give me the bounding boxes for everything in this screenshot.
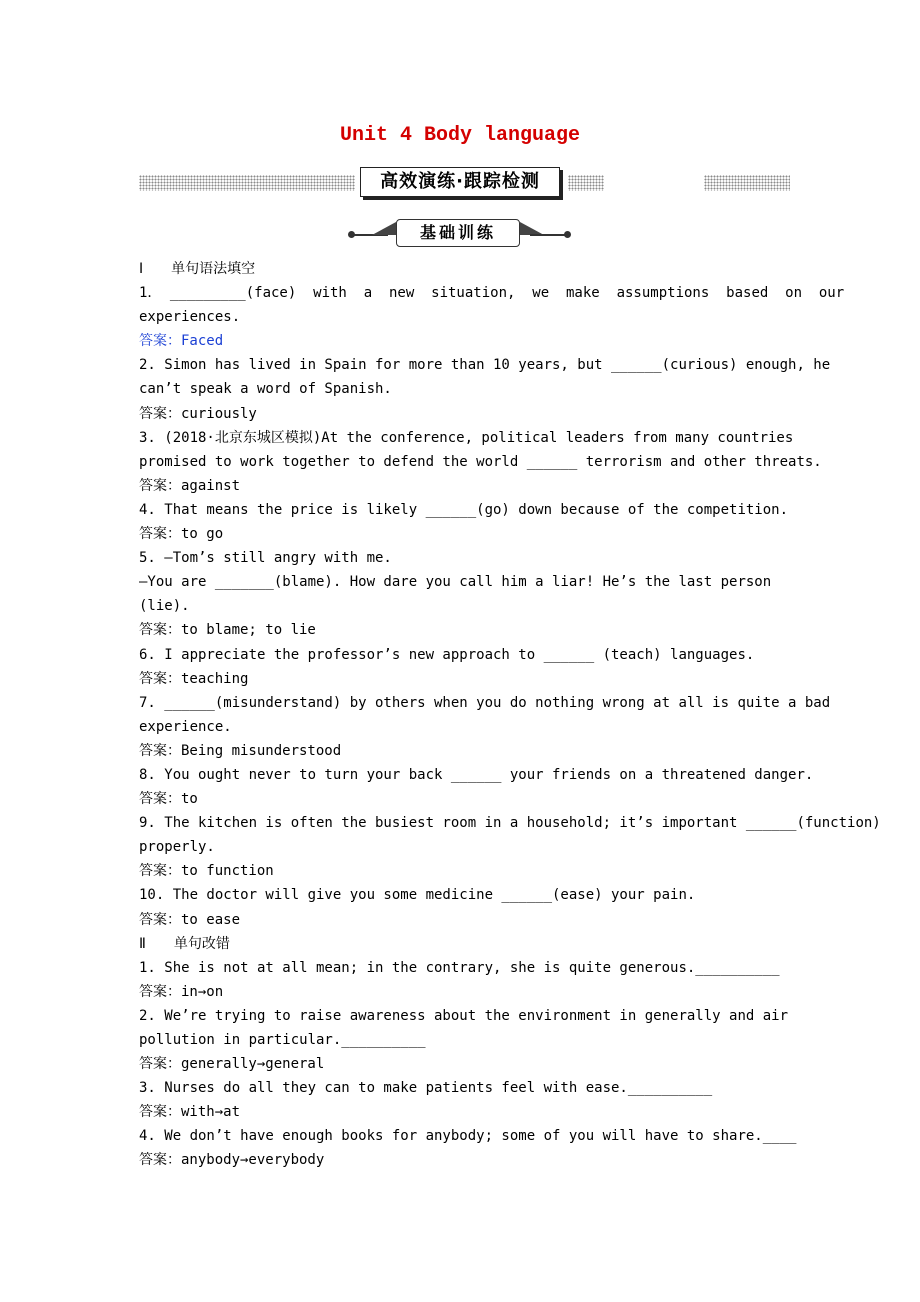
page-title: Unit 4 Body language xyxy=(339,124,581,147)
right-rule xyxy=(530,234,566,236)
exercise-line: —You are _______(blame). How dare you call him a liar! He’s the last person xyxy=(139,574,772,591)
answer-line: 答案：curiously xyxy=(139,405,257,422)
exercise-line: 6. I appreciate the professor’s new approach to ______ (teach) languages. xyxy=(139,646,755,663)
exercise-line: (lie). xyxy=(139,598,190,615)
answer-line: 答案：in→on xyxy=(139,983,224,1000)
answer-line: 答案：to go xyxy=(139,526,224,543)
answer-line: 答案：against xyxy=(139,477,241,494)
section-header: Ⅱ 单句改错 xyxy=(139,935,230,952)
exercise-line: experience. xyxy=(139,718,232,735)
exercise-line: 3. (2018·北京东城区模拟)At the conference, political leaders from many countries xyxy=(139,429,794,446)
section-banner xyxy=(0,167,920,203)
exercise-line: 7. ______(misunderstand) by others when you do nothing wrong at all is quite a bad xyxy=(139,694,831,711)
exercise-line: 8. You ought never to turn your back ______ your friends on a threatened danger. xyxy=(139,766,814,783)
answer-line: 答案：to function xyxy=(139,863,274,880)
left-triangle-icon xyxy=(372,222,396,235)
answer-line: 答案：Faced xyxy=(139,333,224,350)
answer-line: 答案：to ease xyxy=(139,911,241,928)
answer-line: 答案：anybody→everybody xyxy=(139,1152,325,1169)
exercise-line: 2. Simon has lived in Spain for more than 10 years, but ______(curious) enough, he xyxy=(139,357,831,374)
right-dot-icon xyxy=(564,231,571,238)
exercise-line: 10. The doctor will give you some medicine ______(ease) your pain. xyxy=(139,887,696,904)
sub-banner xyxy=(0,216,920,248)
banner-label: 高效演练·跟踪检测 xyxy=(360,167,560,197)
exercise-line: 3. Nurses do all they can to make patients feel with ease.__________ xyxy=(139,1080,713,1097)
section-header: Ⅰ 单句语法填空 xyxy=(139,261,256,277)
exercise-line: 4. That means the price is likely ______(go) down because of the competition. xyxy=(139,501,789,518)
sub-banner-label: 基础训练 xyxy=(396,219,520,247)
exercise-line: 1. She is not at all mean; in the contrary, she is quite generous.__________ xyxy=(139,959,780,976)
exercise-line: 1． _________(face) with a new situation, we make assumptions based on our xyxy=(139,285,845,302)
exercise-line: experiences. xyxy=(139,309,241,326)
exercise-line: promised to work together to defend the world ______ terrorism and other threats. xyxy=(139,453,822,470)
exercise-line: 4. We don’t have enough books for anybody; some of you will have to share.____ xyxy=(139,1128,797,1145)
exercise-line: pollution in particular.__________ xyxy=(139,1032,426,1048)
answer-line: 答案：with→at xyxy=(139,1104,241,1121)
exercise-line: 5. —Tom’s still angry with me. xyxy=(139,550,392,567)
answer-line: 答案：to blame; to lie xyxy=(139,622,316,639)
answer-line: 答案：generally→general xyxy=(139,1056,325,1073)
exercise-line: can’t speak a word of Spanish. xyxy=(139,381,392,398)
exercise-line: properly. xyxy=(139,839,215,856)
middle-dotted-bar xyxy=(568,175,604,191)
right-dotted-bar xyxy=(704,175,790,191)
answer-line: 答案：teaching xyxy=(139,670,249,687)
answer-line: 答案：Being misunderstood xyxy=(139,742,342,759)
left-dotted-bar xyxy=(139,175,355,191)
exercise-line: 2. We’re trying to raise awareness about the environment in generally and air xyxy=(139,1007,789,1024)
exercise-line: 9. The kitchen is often the busiest room in a household; it’s important ______(function) xyxy=(139,815,881,832)
exercise-content xyxy=(139,257,881,1173)
answer-line: 答案：to xyxy=(139,791,198,808)
